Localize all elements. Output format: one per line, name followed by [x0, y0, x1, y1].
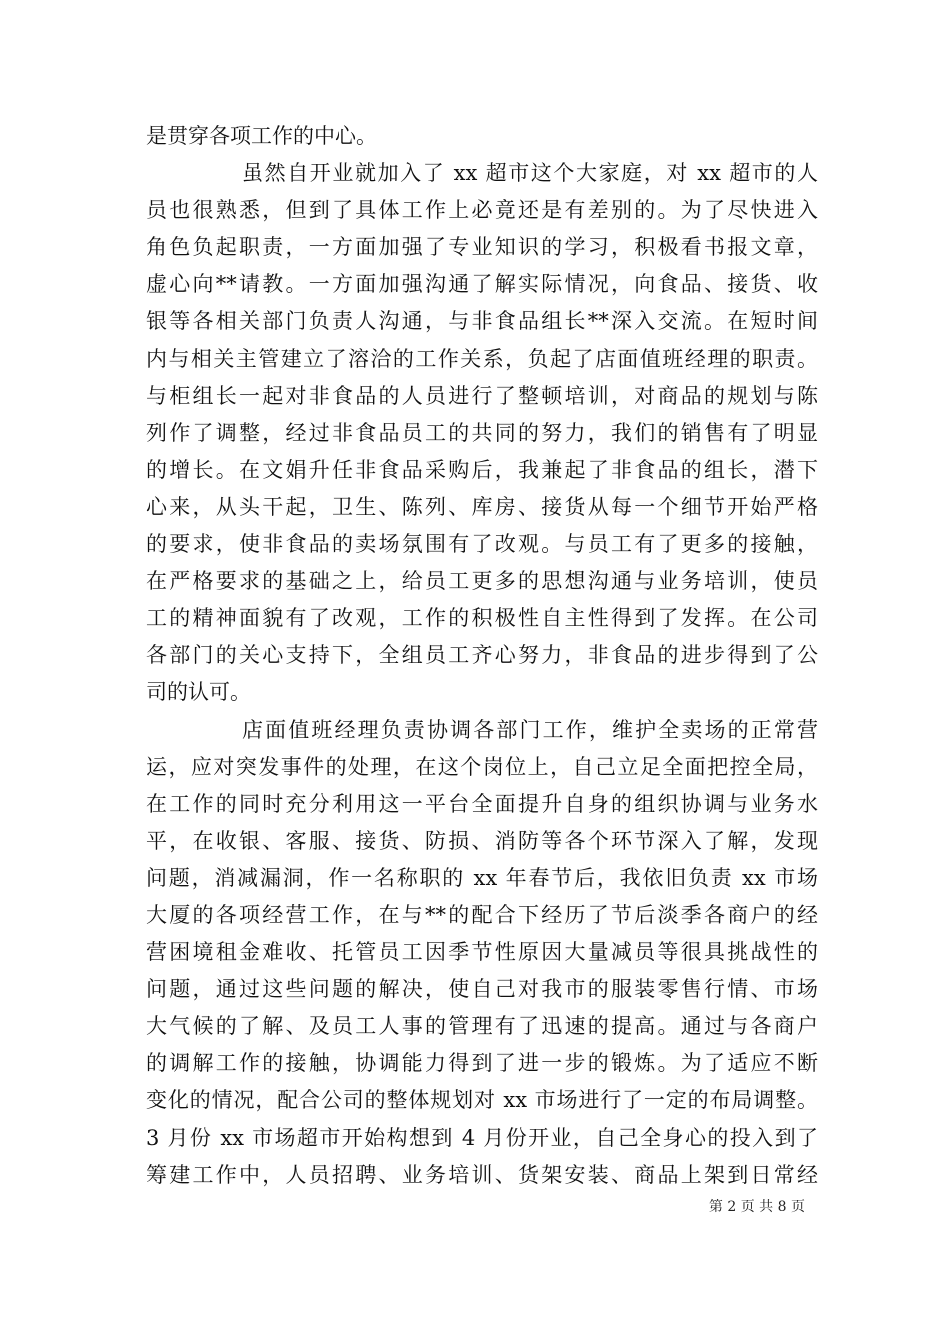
text-line: 内与相关主管建立了溶洽的工作关系，负起了店面值班经理的职责。 — [146, 346, 818, 371]
text-line: 的要求，使非食品的卖场氛围有了改观。与员工有了更多的接触， — [146, 532, 818, 557]
text-line: 工的精神面貌有了改观，工作的积极性自主性得到了发挥。在公司 — [146, 606, 818, 631]
text-line: 角色负起职责，一方面加强了专业知识的学习，积极看书报文章， — [146, 235, 818, 260]
text-line: 平，在收银、客服、接货、防损、消防等各个环节深入了解，发现 — [146, 828, 818, 853]
text-line: 心来，从头干起，卫生、陈列、库房、接货从每一个细节开始严格 — [146, 494, 818, 519]
document-body — [146, 118, 818, 1194]
paragraph-start-line: 店面值班经理负责协调各部门工作，维护全卖场的正常营 — [242, 717, 818, 742]
text-line: 司的认可。 — [146, 680, 251, 705]
text-line: 问题，通过这些问题的解决，使自己对我市的服装零售行情、市场 — [146, 977, 818, 1002]
text-line: 在工作的同时充分利用这一平台全面提升自身的组织协调与业务水 — [146, 791, 818, 816]
text-line: 筹建工作中，人员招聘、业务培训、货架安装、商品上架到日常经 — [146, 1162, 818, 1187]
text-line: 是贯穿各项工作的中心。 — [146, 124, 377, 148]
text-line: 虚心向**请教。一方面加强沟通了解实际情况，向食品、接货、收 — [146, 272, 818, 297]
text-line: 变化的情况，配合公司的整体规划对 xx 市场进行了一定的布局调整。 — [146, 1088, 818, 1113]
text-line: 员也很熟悉，但到了具体工作上必竟还是有差别的。为了尽快进入 — [146, 198, 818, 223]
text-line: 的增长。在文娟升任非食品采购后，我兼起了非食品的组长，潜下 — [146, 457, 818, 482]
text-line: 各部门的关心支持下，全组员工齐心努力，非食品的进步得到了公 — [146, 643, 818, 668]
text-line: 大气候的了解、及员工人事的管理有了迅速的提高。通过与各商户 — [146, 1014, 818, 1039]
text-line: 问题，消减漏洞，作一名称职的 xx 年春节后，我依旧负责 xx 市场 — [146, 865, 818, 890]
text-line: 与柜组长一起对非食品的人员进行了整顿培训，对商品的规划与陈 — [146, 383, 818, 408]
text-line: 营困境租金难收、托管员工因季节性原因大量减员等很具挑战性的 — [146, 940, 818, 965]
text-line: 大厦的各项经营工作，在与**的配合下经历了节后淡季各商户的经 — [146, 902, 818, 927]
page-number-footer: 第 2 页 共 8 页 — [708, 1199, 805, 1215]
text-line: 运，应对突发事件的处理，在这个岗位上，自己立足全面把控全局， — [146, 754, 818, 779]
text-line: 在严格要求的基础之上，给员工更多的思想沟通与业务培训，使员 — [146, 569, 818, 594]
text-line: 的调解工作的接触，协调能力得到了进一步的锻炼。为了适应不断 — [146, 1051, 818, 1076]
paragraph-start-line: 虽然自开业就加入了 xx 超市这个大家庭，对 xx 超市的人 — [242, 161, 818, 186]
text-line: 银等各相关部门负责人沟通，与非食品组长**深入交流。在短时间 — [146, 309, 818, 334]
text-line: 列作了调整，经过非食品员工的共同的努力，我们的销售有了明显 — [146, 420, 818, 445]
text-line: 3 月份 xx 市场超市开始构想到 4 月份开业，自己全身心的投入到了 — [146, 1125, 818, 1150]
